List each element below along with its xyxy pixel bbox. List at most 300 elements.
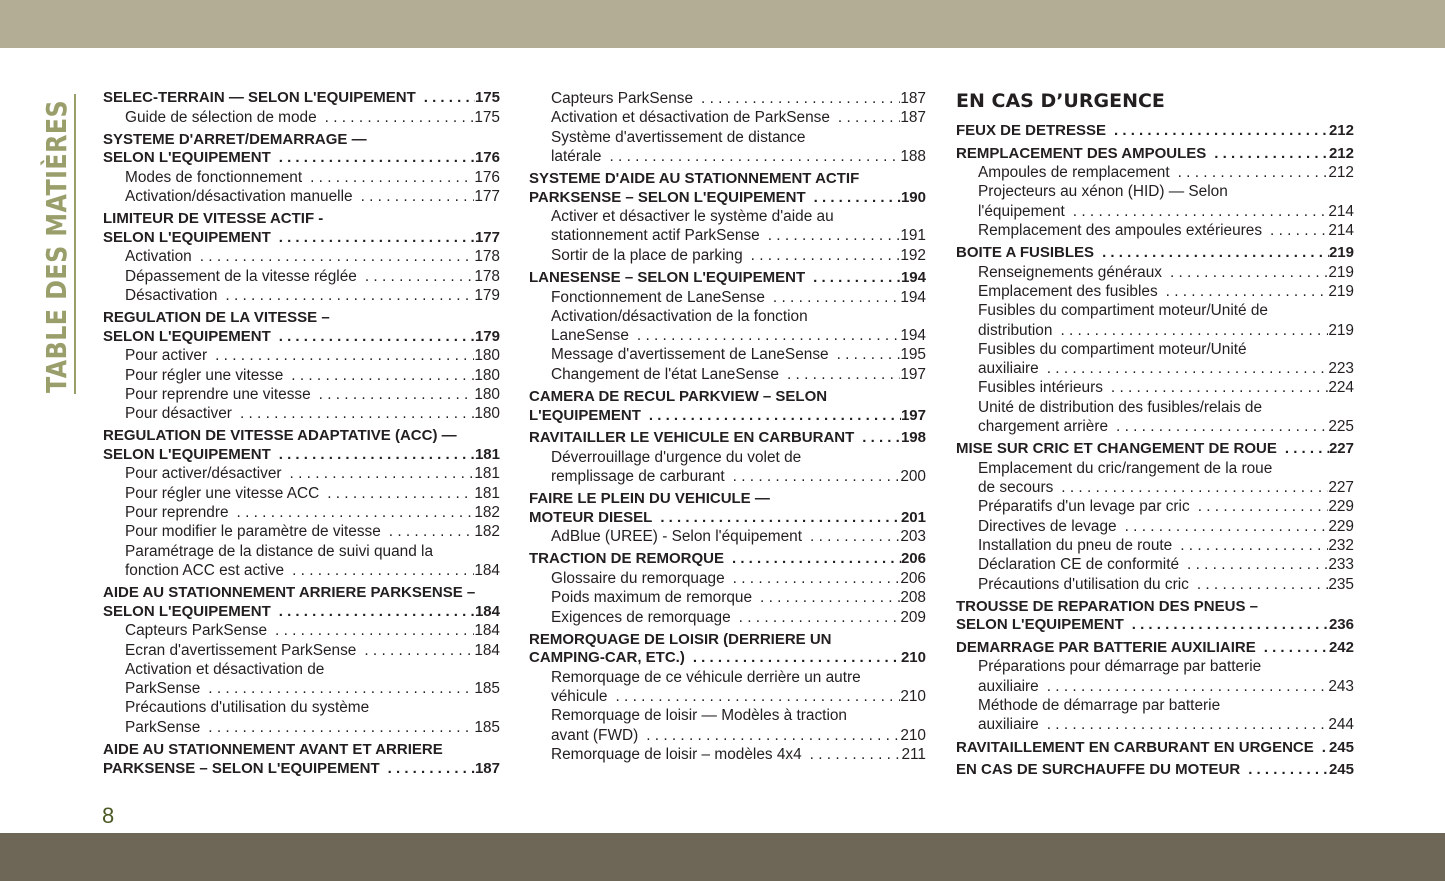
entry-title-line: Préparations pour démarrage par batterie — [978, 658, 1262, 676]
entry-row — [529, 407, 926, 426]
entry-title-line: Ecran d'avertissement ParkSense — [125, 641, 357, 659]
entry-row — [956, 639, 1354, 658]
entry-page-number: 188 — [900, 147, 926, 165]
toc-section-entry — [956, 244, 1354, 263]
toc-subsection-entry — [529, 345, 926, 364]
entry-page-number: 177 — [474, 228, 500, 246]
toc-subsection-entry — [529, 246, 926, 265]
entry-title-line: Préparatifs d'un levage par cric — [978, 498, 1190, 516]
entry-page-number: 212 — [1328, 164, 1354, 181]
entry-page-number: 182 — [474, 523, 500, 541]
entry-title-line: REMPLACEMENT DES AMPOULES — [956, 144, 1207, 162]
toc-column-2 — [529, 89, 926, 764]
entry-page-number: 227 — [1328, 479, 1354, 497]
entry-title-line: Pour activer — [125, 347, 208, 365]
dot-leader — [302, 168, 474, 187]
dot-leader — [743, 246, 901, 265]
entry-title-line: Message d'avertissement de LaneSense — [551, 346, 829, 364]
dot-leader — [381, 522, 475, 541]
dot-leader — [760, 226, 901, 245]
toc-subsection-entry — [529, 128, 926, 167]
entry-page-number: 180 — [474, 405, 500, 423]
entry-title-line: Pour désactiver — [125, 405, 232, 423]
dot-leader — [217, 286, 474, 305]
dot-leader — [724, 550, 901, 569]
entry-page-number: 233 — [1328, 556, 1354, 574]
entry-page-number: 206 — [900, 569, 926, 587]
dot-leader — [1094, 244, 1329, 263]
toc-subsection-entry — [956, 459, 1354, 498]
toc-subsection-entry — [529, 207, 926, 246]
entry-page-number: 178 — [474, 248, 500, 266]
toc-subsection-entry — [529, 569, 926, 588]
entry-title-line: SELON L'EQUIPEMENT — [103, 228, 271, 246]
toc-subsection-entry — [103, 522, 500, 541]
entry-row — [978, 478, 1354, 497]
dot-leader — [693, 89, 900, 108]
entry-title-line: Modes de fonctionnement — [125, 168, 303, 186]
toc-subsection-entry — [529, 108, 926, 127]
entry-page-number: 187 — [900, 90, 926, 107]
entry-row — [125, 168, 500, 187]
entry-title-line: Précautions d'utilisation du cric — [978, 575, 1189, 593]
entry-page-number: 232 — [1328, 537, 1354, 555]
entry-page-number: 219 — [1328, 321, 1354, 339]
entry-title-line: Remplacement des ampoules extérieures — [978, 221, 1263, 239]
toc-subsection-entry — [956, 575, 1354, 594]
entry-page-number: 181 — [474, 465, 500, 483]
entry-title-line: Fusibles du compartiment moteur/Unité — [978, 340, 1247, 358]
dot-leader — [629, 326, 900, 345]
toc-subsection-entry — [956, 398, 1354, 437]
dot-leader — [416, 89, 475, 108]
entry-page-number: 243 — [1328, 677, 1354, 695]
toc-column-1 — [103, 89, 500, 778]
entry-row — [978, 321, 1354, 340]
entry-title-line: REGULATION DE LA VITESSE – — [103, 309, 330, 327]
entry-title-line: MISE SUR CRIC ET CHANGEMENT DE ROUE — [956, 440, 1277, 458]
toc-section-entry — [956, 598, 1354, 635]
entry-title-line: Fusibles du compartiment moteur/Unité de — [978, 302, 1268, 320]
entry-title-line: SELON L'EQUIPEMENT — [103, 602, 271, 620]
entry-title-line: CAMERA DE RECUL PARKVIEW – SELON — [529, 388, 828, 406]
entry-title-line: Dépassement de la vitesse réglée — [125, 267, 357, 285]
entry-title-line: auxiliaire — [978, 716, 1039, 734]
toc-section-entry — [529, 631, 926, 668]
entry-page-number: 181 — [474, 484, 500, 502]
entry-title-line: Capteurs ParkSense — [125, 622, 268, 640]
entry-page-number: 242 — [1328, 638, 1354, 656]
toc-section-entry — [529, 429, 926, 448]
dot-leader — [1039, 677, 1329, 696]
entry-row — [978, 378, 1354, 397]
dot-leader — [1240, 761, 1329, 780]
entry-page-number: 227 — [1328, 440, 1354, 458]
entry-page-number: 187 — [474, 759, 500, 777]
entry-title-line: Précautions d'utilisation du système — [125, 699, 370, 717]
entry-row — [978, 677, 1354, 696]
toc-section-entry — [956, 639, 1354, 658]
dot-leader — [725, 569, 901, 588]
toc-subsection-entry — [529, 288, 926, 307]
entry-title-line: Activation et désactivation de ParkSense — [551, 109, 830, 127]
toc-subsection-entry — [956, 340, 1354, 379]
entry-title-line: RAVITAILLEMENT EN CARBURANT EN URGENCE — [956, 738, 1314, 756]
dot-leader — [1124, 616, 1329, 635]
toc-subsection-entry — [956, 378, 1354, 397]
toc-section-entry — [103, 131, 500, 168]
entry-page-number: 219 — [1328, 282, 1354, 300]
entry-title-line: véhicule — [551, 688, 608, 706]
dot-leader — [1190, 497, 1329, 516]
dot-leader — [802, 745, 902, 764]
dot-leader — [829, 345, 901, 364]
entry-title-line: SELON L'EQUIPEMENT — [103, 149, 271, 167]
entry-page-number: 211 — [901, 746, 926, 764]
entry-page-number: 219 — [1328, 263, 1354, 281]
entry-page-number: 223 — [1328, 360, 1354, 378]
entry-title-line: REMORQUAGE DE LOISIR (DERRIERE UN — [529, 630, 832, 648]
toc-subsection-entry — [529, 448, 926, 487]
entry-title-line: latérale — [551, 147, 602, 165]
dot-leader — [1108, 417, 1328, 436]
entry-page-number: 244 — [1328, 716, 1354, 734]
entry-row — [125, 718, 500, 737]
toc-subsection-entry — [956, 301, 1354, 340]
entry-title-line: Remorquage de ce véhicule derrière un autre — [551, 668, 861, 686]
entry-title-line: Activation et désactivation de — [125, 660, 325, 678]
entry-page-number: 190 — [900, 188, 926, 206]
toc-subsection-entry — [529, 745, 926, 764]
entry-row — [125, 522, 500, 541]
entry-title-line: EN CAS DE SURCHAUFFE DU MOTEUR — [956, 761, 1241, 779]
dot-leader — [1053, 478, 1328, 497]
entry-row — [103, 149, 500, 168]
entry-page-number: 209 — [900, 608, 926, 626]
entry-row — [551, 726, 926, 745]
entry-row — [551, 288, 926, 307]
toc-subsection-entry — [956, 263, 1354, 282]
entry-title-line: Activation/désactivation de la fonction — [551, 307, 808, 325]
dot-leader — [353, 187, 475, 206]
toc-subsection-entry — [956, 555, 1354, 574]
entry-page-number: 180 — [474, 347, 500, 365]
entry-title-line: Activer et désactiver le système d'aide au — [551, 208, 834, 226]
entry-page-number: 235 — [1328, 575, 1354, 593]
entry-row — [125, 561, 500, 580]
entry-row — [551, 745, 926, 764]
dot-leader — [232, 404, 474, 423]
entry-row — [125, 484, 500, 503]
dot-leader — [356, 641, 474, 660]
toc-subsection-entry — [956, 536, 1354, 555]
toc-section-entry — [103, 584, 500, 621]
toc-subsection-entry — [103, 108, 500, 127]
dot-leader — [311, 385, 475, 404]
dot-leader — [192, 247, 475, 266]
entry-title-line: Sortir de la place de parking — [551, 246, 743, 264]
dot-leader — [380, 760, 475, 779]
entry-title-line: Fusibles intérieurs — [978, 379, 1103, 397]
entry-page-number: 187 — [900, 109, 926, 127]
toc-section-entry — [103, 427, 500, 464]
dot-leader — [1039, 359, 1329, 378]
entry-title-line: stationnement actif ParkSense — [551, 227, 760, 245]
dot-leader — [854, 429, 901, 448]
entry-row — [978, 715, 1354, 734]
entry-row — [978, 263, 1354, 282]
toc-column-3 — [956, 89, 1354, 780]
entry-title-line: L'EQUIPEMENT — [529, 406, 641, 424]
dot-leader — [1314, 739, 1329, 758]
toc-section-entry — [529, 490, 926, 527]
entry-row — [956, 616, 1354, 635]
entry-title-line: Exigences de remorquage — [551, 608, 731, 626]
entry-title-line: ParkSense — [125, 718, 201, 736]
entry-title-line: Pour reprendre une vitesse — [125, 385, 311, 403]
entry-title-line: Activation — [125, 248, 192, 266]
entry-title-line: AdBlue (UREE) - Selon l'équipement — [551, 528, 803, 546]
entry-row — [125, 187, 500, 206]
entry-row — [529, 550, 926, 569]
toc-subsection-entry — [529, 668, 926, 707]
toc-subsection-entry — [103, 366, 500, 385]
toc-subsection-entry — [529, 608, 926, 627]
entry-page-number: 245 — [1328, 761, 1354, 779]
toc-subsection-entry — [103, 247, 500, 266]
entry-title-line: SYSTEME D'AIDE AU STATIONNEMENT ACTIF — [529, 170, 860, 188]
dot-leader — [1206, 145, 1329, 164]
dot-leader — [731, 608, 901, 627]
toc-section-entry — [103, 210, 500, 247]
entry-title-line: DEMARRAGE PAR BATTERIE AUXILIAIRE — [956, 638, 1256, 656]
entry-row — [125, 385, 500, 404]
dot-leader — [271, 603, 475, 622]
entry-page-number: 200 — [900, 467, 926, 485]
dot-leader — [317, 108, 475, 127]
dot-leader — [357, 267, 474, 286]
entry-title-line: TROUSSE DE REPARATION DES PNEUS – — [956, 597, 1258, 615]
toc-subsection-entry — [103, 385, 500, 404]
entry-title-line: ParkSense — [125, 680, 201, 698]
toc-section-entry — [956, 122, 1354, 141]
entry-title-line: Pour modifier le paramètre de vitesse — [125, 523, 381, 541]
entry-row — [103, 603, 500, 622]
entry-row — [978, 536, 1354, 555]
entry-page-number: 180 — [474, 385, 500, 403]
entry-row — [125, 366, 500, 385]
dot-leader — [319, 484, 474, 503]
entry-page-number: 184 — [474, 622, 500, 640]
entry-row — [551, 246, 926, 265]
toc-section-entry — [529, 550, 926, 569]
page-number: 8 — [102, 803, 115, 828]
toc-subsection-entry — [956, 282, 1354, 301]
entry-title-line: distribution — [978, 321, 1053, 339]
entry-row — [978, 517, 1354, 536]
dot-leader — [1179, 555, 1328, 574]
entry-title-line: Fonctionnement de LaneSense — [551, 288, 765, 306]
entry-title-line: auxiliaire — [978, 360, 1039, 378]
entry-row — [103, 760, 500, 779]
entry-title-line: Paramétrage de la distance de suivi quand la — [125, 542, 434, 560]
entry-title-line: Poids maximum de remorque — [551, 589, 753, 607]
entry-row — [978, 359, 1354, 378]
dot-leader — [1103, 378, 1328, 397]
entry-row — [978, 575, 1354, 594]
entry-row — [551, 527, 926, 546]
entry-page-number: 194 — [900, 327, 926, 345]
entry-row — [529, 509, 926, 528]
entry-page-number: 208 — [900, 589, 926, 607]
toc-subsection-entry — [103, 464, 500, 483]
toc-subsection-entry — [956, 182, 1354, 221]
entry-row — [956, 145, 1354, 164]
entry-row — [551, 588, 926, 607]
entry-title-line: Pour activer/désactiver — [125, 465, 282, 483]
entry-title-line: Remorquage de loisir – modèles 4x4 — [551, 746, 802, 764]
entry-row — [103, 446, 500, 465]
toc-subsection-entry — [956, 163, 1354, 182]
entry-row — [978, 555, 1354, 574]
dot-leader — [1039, 715, 1329, 734]
entry-title-line: Déverrouillage d'urgence du volet de — [551, 448, 802, 466]
toc-subsection-entry — [529, 307, 926, 346]
toc-subsection-entry — [103, 484, 500, 503]
entry-row — [103, 328, 500, 347]
entry-row — [125, 108, 500, 127]
entry-title-line: Ampoules de remplacement — [978, 164, 1170, 181]
entry-title-line: Méthode de démarrage par batterie — [978, 697, 1221, 715]
entry-page-number: 194 — [900, 288, 926, 306]
dot-leader — [271, 328, 475, 347]
dot-leader — [1117, 517, 1329, 536]
entry-title-line: Pour régler une vitesse ACC — [125, 484, 320, 502]
entry-row — [103, 229, 500, 248]
entry-title-line: AIDE AU STATIONNEMENT AVANT ET ARRIERE — [103, 741, 443, 759]
entry-page-number: 178 — [474, 267, 500, 285]
entry-title-line: PARKSENSE – SELON L'EQUIPEMENT — [529, 188, 806, 206]
entry-page-number: 245 — [1328, 738, 1354, 756]
dot-leader — [1170, 163, 1329, 182]
entry-page-number: 210 — [900, 649, 926, 667]
side-title: TABLE DES MATIÈRES — [40, 99, 73, 394]
toc-section-entry — [529, 388, 926, 425]
entry-title-line: TRACTION DE REMORQUE — [529, 550, 724, 568]
toc-section-entry — [103, 741, 500, 778]
entry-page-number: 176 — [474, 149, 500, 167]
entry-row — [551, 147, 926, 166]
dot-leader — [284, 561, 474, 580]
entry-row — [551, 226, 926, 245]
entry-page-number: 219 — [1328, 244, 1354, 262]
entry-title-line: Pour régler une vitesse — [125, 366, 284, 384]
entry-title-line: REGULATION DE VITESSE ADAPTATIVE (ACC) — — [103, 427, 457, 445]
entry-row — [978, 497, 1354, 516]
dot-leader — [641, 407, 901, 426]
toc-subsection-entry — [529, 588, 926, 607]
side-title-rule — [74, 94, 76, 394]
entry-title-line: Guide de sélection de mode — [125, 108, 317, 126]
entry-row — [956, 122, 1354, 141]
entry-page-number: 203 — [900, 528, 926, 546]
dot-leader — [779, 365, 900, 384]
entry-page-number: 184 — [474, 641, 500, 659]
entry-page-number: 184 — [474, 602, 500, 620]
entry-page-number: 229 — [1328, 517, 1354, 535]
toc-section-entry — [529, 269, 926, 288]
entry-row — [978, 163, 1354, 182]
entry-title-line: MOTEUR DIESEL — [529, 508, 653, 526]
dot-leader — [1162, 263, 1328, 282]
toc-subsection-entry — [103, 346, 500, 365]
entry-title-line: avant (FWD) — [551, 726, 639, 744]
entry-title-line: SELON L'EQUIPEMENT — [103, 445, 271, 463]
entry-title-line: auxiliaire — [978, 677, 1039, 695]
entry-title-line: RAVITAILLER LE VEHICULE EN CARBURANT — [529, 429, 855, 447]
toc-subsection-entry — [956, 657, 1354, 696]
entry-page-number: 175 — [474, 89, 500, 106]
dot-leader — [200, 718, 474, 737]
entry-title-line: LaneSense — [551, 327, 629, 345]
entry-row — [125, 286, 500, 305]
toc-subsection-entry — [103, 168, 500, 187]
entry-row — [956, 761, 1354, 780]
entry-title-line: Directives de levage — [978, 517, 1117, 535]
entry-page-number: 212 — [1328, 122, 1354, 139]
top-band — [0, 0, 1445, 48]
entry-page-number: 185 — [474, 680, 500, 698]
dot-leader — [267, 621, 474, 640]
entry-page-number: 177 — [474, 188, 500, 206]
toc-section-entry — [956, 440, 1354, 459]
entry-title-line: Activation/désactivation manuelle — [125, 188, 353, 206]
entry-title-line: PARKSENSE – SELON L'EQUIPEMENT — [103, 759, 380, 777]
entry-page-number: 236 — [1328, 616, 1354, 634]
toc-section-entry — [103, 309, 500, 346]
entry-row — [978, 221, 1354, 240]
entry-row — [125, 621, 500, 640]
entry-row — [551, 345, 926, 364]
entry-row — [551, 89, 926, 108]
entry-page-number: 175 — [474, 108, 500, 126]
entry-page-number: 210 — [900, 688, 926, 706]
toc-subsection-entry — [956, 517, 1354, 536]
entry-row — [529, 189, 926, 208]
dot-leader — [229, 503, 475, 522]
entry-row — [551, 467, 926, 486]
entry-row — [125, 404, 500, 423]
entry-page-number: 198 — [900, 429, 926, 447]
entry-page-number: 229 — [1328, 498, 1354, 516]
entry-row — [125, 267, 500, 286]
entry-page-number: 176 — [474, 168, 500, 186]
toc-subsection-entry — [103, 404, 500, 423]
entry-row — [978, 282, 1354, 301]
entry-page-number: 212 — [1328, 144, 1354, 162]
entry-title-line: AIDE AU STATIONNEMENT ARRIERE PARKSENSE – — [103, 584, 476, 602]
dot-leader — [271, 229, 475, 248]
toc-subsection-entry — [956, 221, 1354, 240]
entry-page-number: 180 — [474, 366, 500, 384]
toc-subsection-entry — [956, 696, 1354, 735]
dot-leader — [806, 189, 901, 208]
entry-title-line: CAMPING-CAR, ETC.) — [529, 649, 685, 667]
entry-title-line: Pour reprendre — [125, 504, 229, 522]
entry-page-number: 194 — [900, 269, 926, 287]
toc-subsection-entry — [529, 365, 926, 384]
entry-title-line: remplissage de carburant — [551, 467, 725, 485]
